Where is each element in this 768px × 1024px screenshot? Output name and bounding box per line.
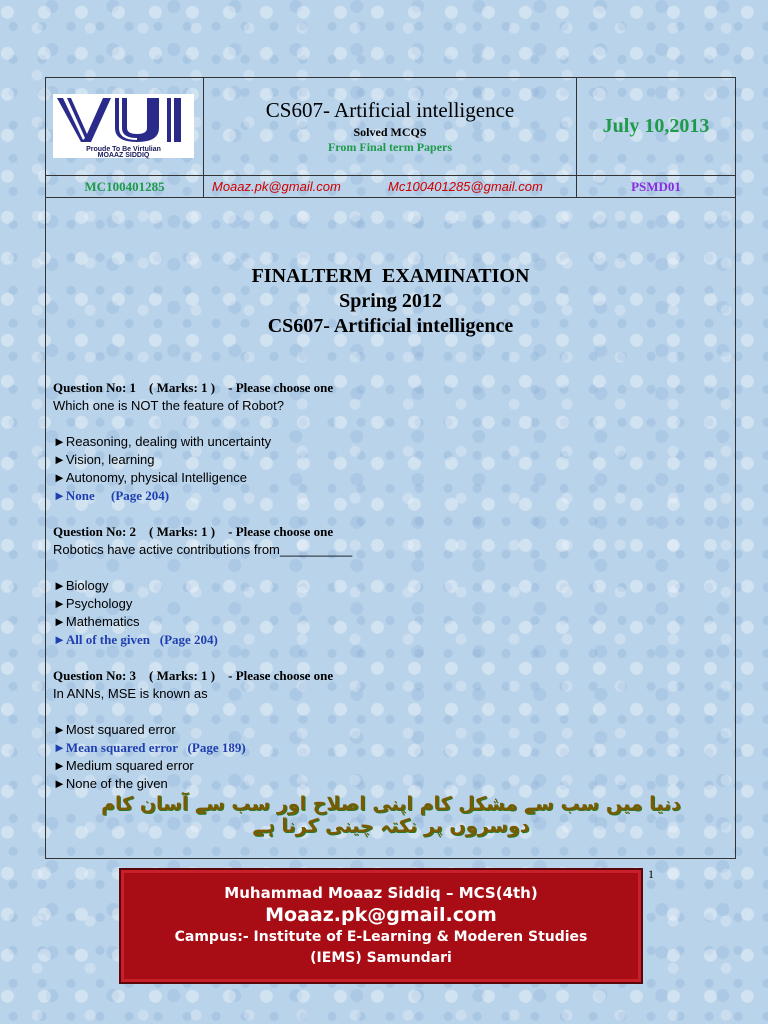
document-subtitle: Solved MCQS xyxy=(353,125,427,139)
vu-logo-graphic xyxy=(53,94,194,146)
option: ►Medium squared error xyxy=(53,758,194,773)
exam-line-2: Spring 2012 xyxy=(339,290,442,312)
title-cell xyxy=(204,78,577,175)
correct-option: ►Mean squared error (Page 189) xyxy=(53,740,246,755)
question-header: Question No: 3 ( Marks: 1 ) - Please choose one xyxy=(53,668,334,683)
question-header: Question No: 2 ( Marks: 1 ) - Please choose one xyxy=(53,524,334,539)
contact-row xyxy=(46,176,735,198)
document-date: July 10,2013 xyxy=(602,115,710,137)
date-cell xyxy=(577,78,735,175)
header-row xyxy=(46,78,735,176)
author-footer xyxy=(119,868,643,984)
question-3 xyxy=(53,667,713,793)
footer-email[interactable]: Moaaz.pk@gmail.com xyxy=(265,904,497,926)
document-title: CS607- Artificial intelligence xyxy=(265,98,515,122)
option: ►Biology xyxy=(53,578,109,593)
student-id: MC100401285 xyxy=(46,176,204,197)
exam-line-1: FINALTERM EXAMINATION xyxy=(251,265,530,287)
option: ►Reasoning, dealing with uncertainty xyxy=(53,434,272,449)
question-header: Question No: 1 ( Marks: 1 ) - Please choose one xyxy=(53,380,334,395)
logo-author: MOAAZ SIDDIQ xyxy=(97,152,150,159)
question-text: In ANNs, MSE is known as xyxy=(53,686,208,701)
option: ►Most squared error xyxy=(53,722,176,737)
doc-code: PSMD01 xyxy=(631,179,681,194)
footer-campus: Campus:- Institute of E-Learning & Moderen Studies xyxy=(174,929,588,945)
document-frame xyxy=(45,77,736,859)
question-text: Robotics have active contributions from__________ xyxy=(53,542,353,557)
urdu-quote: دنیا میں سب سے مشکل کام اپنی اصلاح اور سب سے آسان کام دوسروں پر نکتہ چینی کرنا ہے xyxy=(101,793,681,837)
option: ►None of the given xyxy=(53,776,168,791)
email-cell xyxy=(204,176,577,197)
question-text: Which one is NOT the feature of Robot? xyxy=(53,398,284,413)
logo-tagline: Proude To Be Virtulian xyxy=(86,146,161,153)
questions-list xyxy=(53,379,713,811)
email-primary[interactable]: Moaaz.pk@gmail.com xyxy=(212,179,341,194)
question-2 xyxy=(53,523,713,649)
page-number: 1 xyxy=(648,867,654,881)
footer-location: (IEMS) Samundari xyxy=(310,950,452,966)
document-source: From Final term Papers xyxy=(327,140,453,154)
option: ►Vision, learning xyxy=(53,452,155,467)
option: ►Mathematics xyxy=(53,614,140,629)
footer-name: Muhammad Moaaz Siddiq – MCS(4th) xyxy=(224,884,538,902)
correct-option: ►None (Page 204) xyxy=(53,488,170,503)
option: ►Psychology xyxy=(53,596,133,611)
logo-cell xyxy=(46,78,204,175)
vu-logo xyxy=(53,94,194,158)
option: ►Autonomy, physical Intelligence xyxy=(53,470,248,485)
question-1 xyxy=(53,379,713,505)
exam-heading xyxy=(46,264,735,339)
exam-line-3: CS607- Artificial intelligence xyxy=(267,315,514,337)
email-secondary[interactable]: Mc100401285@gmail.com xyxy=(388,179,543,194)
correct-option: ►All of the given (Page 204) xyxy=(53,632,218,647)
